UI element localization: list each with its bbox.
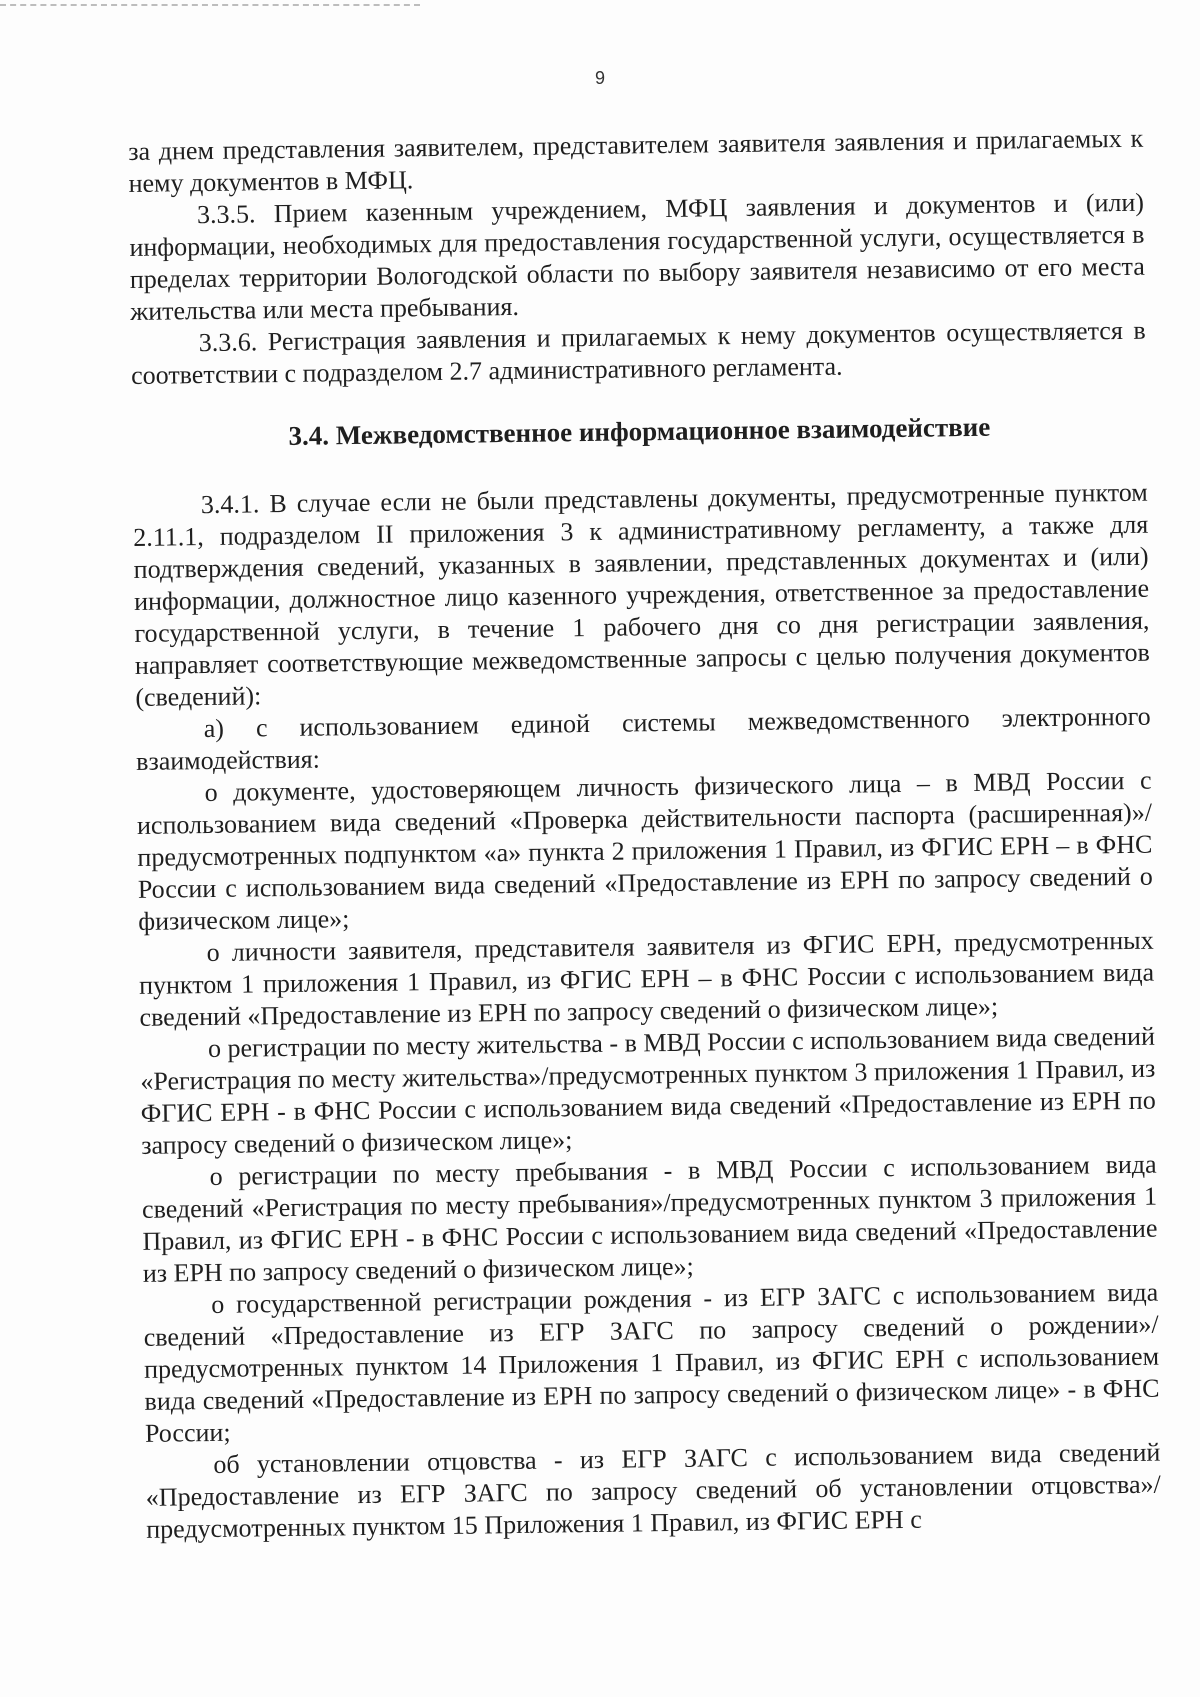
paragraph-item-a: а) с использованием единой системы межведомственного электронного взаимодействия: — [135, 701, 1151, 776]
paragraph-continuation: за днем представления заявителем, представителем заявителя заявления и прилагаемых к нему документов в МФЦ. — [128, 123, 1144, 198]
scan-edge-artifact — [0, 4, 420, 6]
paragraph-3-4-1: 3.4.1. В случае если не были представлены документы, предусмотренные пунктом 2.11.1, подразделом II приложения 3 к административному регламенту, а также для подтверждения сведений, указанных в заявлении, представленных документах и (или) информации, должностное лицо казенного учреждения, ответственное за предоставление государственной услуги, в течение 1 рабочего дня со дня регистрации заявления, направляет соответствующие межведомственные запросы с целью получения документов (сведений): — [133, 477, 1151, 712]
paragraph-paternity: об установлении отцовства - из ЕГР ЗАГС с использованием вида сведений «Предоставление из ЕГР ЗАГС по запросу сведений об установлении отцовства»/ предусмотренных пунктом 15 Приложения 1 Правил, из ФГИС ЕРН с — [145, 1437, 1161, 1544]
paragraph-stay-registration: о регистрации по месту пребывания - в МВД России с использованием вида сведений «Регистрация по месту пребывания»/предусмотренных пунктом 3 приложения 1 Правил, из ФГИС ЕРН - в ФНС России с использованием вида сведений «Предоставление из ЕРН по запросу сведений о физическом лице»; — [141, 1149, 1158, 1288]
paragraph-residence-registration: о регистрации по месту жительства - в МВД России с использованием вида сведений «Регистрация по месту жительства»/предусмотренных пунктом 3 приложения 1 Правил, из ФГИС ЕРН - в ФНС России с использованием вида сведений «Предоставление из ЕРН по запросу сведений о физическом лице»; — [140, 1021, 1156, 1160]
section-heading: 3.4. Межведомственное информационное взаимодействие — [288, 411, 991, 451]
paragraph-3-3-5: 3.3.5. Прием казенным учреждением, МФЦ заявления и документов и (или) информации, необходимых для предоставления государственной услуги, осуществляется в пределах территории Вологодской области по выбору заявителя независимо от его места жительства или места пребывания. — [129, 187, 1145, 326]
paragraph-3-3-6: 3.3.6. Регистрация заявления и прилагаемых к нему документов осуществляется в соответствии с подразделом 2.7 административного регламента. — [130, 315, 1146, 390]
paragraph-birth-registration: о государственной регистрации рождения - из ЕГР ЗАГС с использованием вида сведений «Предоставление из ЕГР ЗАГС по запросу сведений о рождении»/предусмотренных пунктом 14 Приложения 1 Правил, из ФГИС ЕРН с использованием вида сведений «Предоставление из ЕРН по запросу сведений о физическом лице» - в ФНС России; — [143, 1277, 1160, 1448]
page-number: 9 — [594, 68, 605, 88]
document-body — [128, 123, 1161, 1546]
paragraph-identity-document: о документе, удостоверяющем личность физического лица – в МВД России с использованием вида сведений «Проверка действительности паспорта (расширенная)»/предусмотренных подпунктом «а» пункта 2 приложения 1 Правил, из ФГИС ЕРН – в ФНС России с использованием вида сведений «Предоставление из ЕРН по запросу сведений о физическом лице»; — [136, 765, 1153, 936]
paragraph-applicant-identity: о личности заявителя, представителя заявителя из ФГИС ЕРН, предусмотренных пунктом 1 приложения 1 Правил, из ФГИС ЕРН – в ФНС России с использованием вида сведений «Предоставление из ЕРН по запросу сведений о физическом лице»; — [138, 925, 1155, 1032]
